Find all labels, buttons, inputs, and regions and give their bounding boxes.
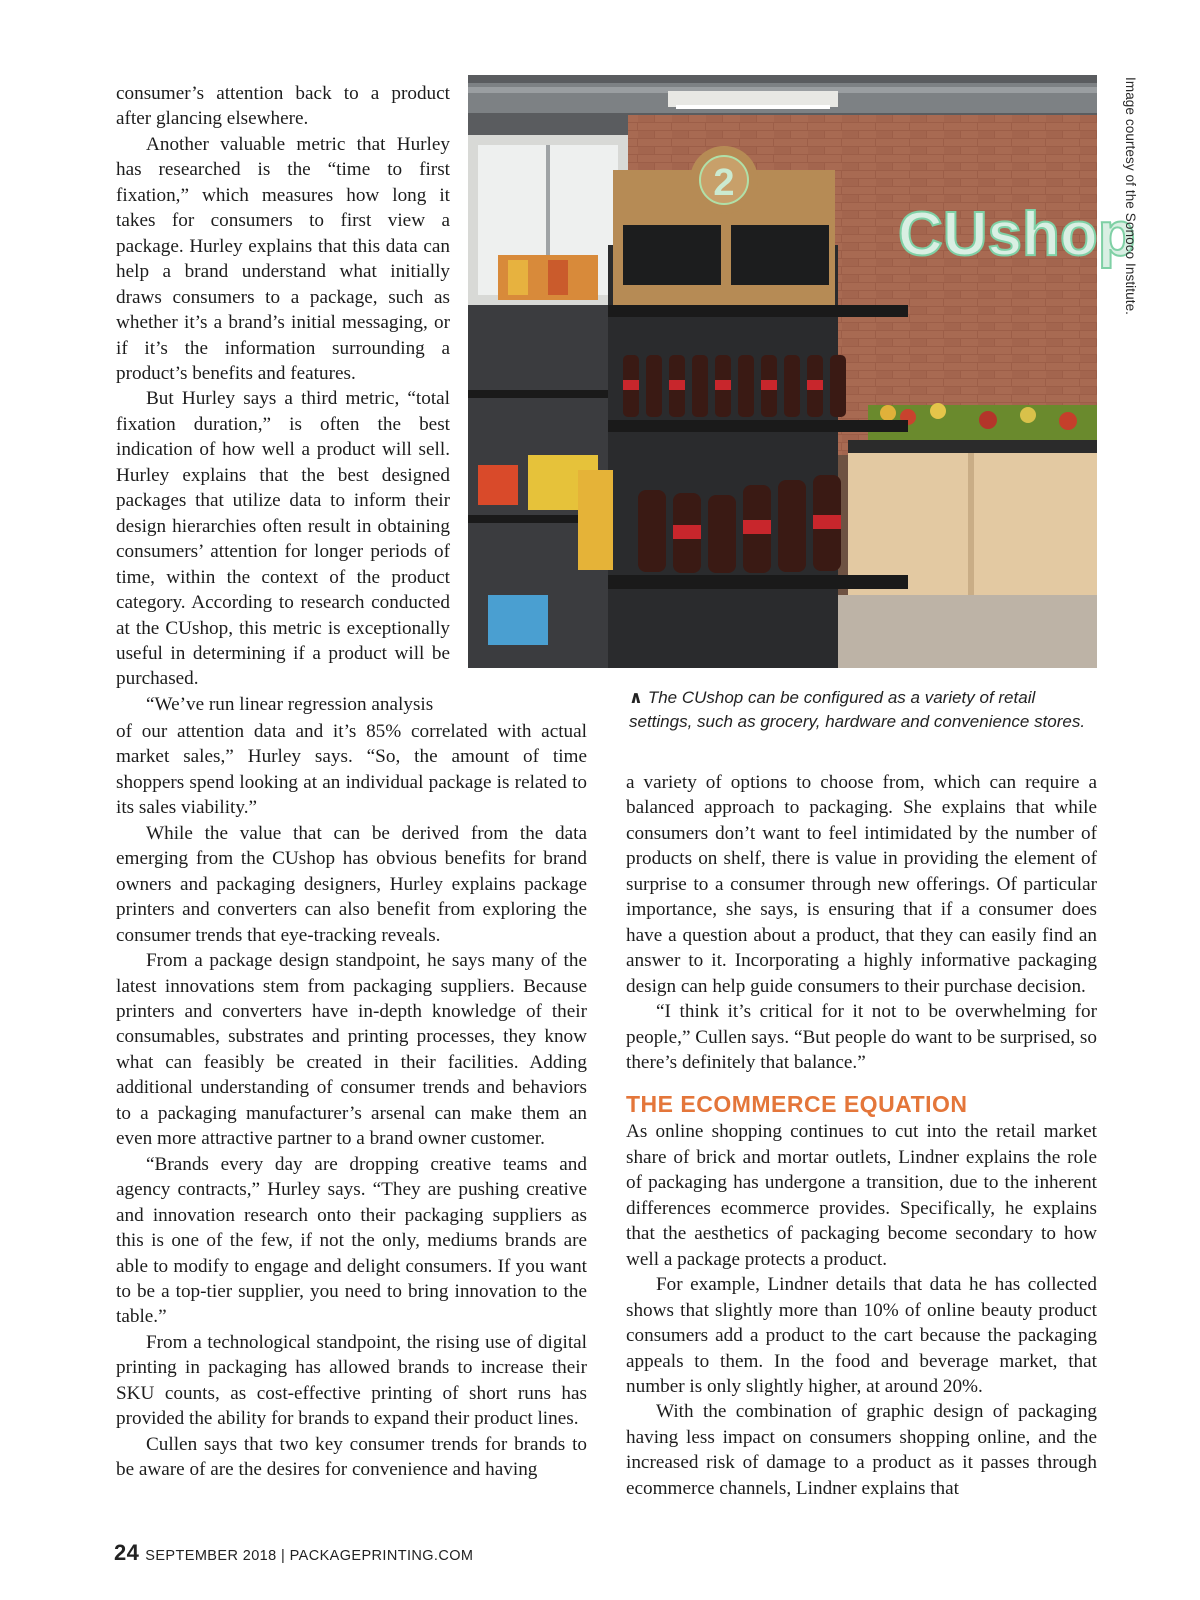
article-column-right [626, 770, 1097, 1501]
paragraph: From a package design standpoint, he says many of the latest innovations stem from packaging suppliers. Because printers and converters have in-depth knowledge of their consumables, substrates and printing processes, they know what can feasibly be created in their facilities. Adding additional understanding of consumer trends and behaviors to a packaging manufacturer’s arsenal can make them an even more attractive partner to a brand owner customer. [116, 950, 587, 1150]
paragraph: As online shopping continues to cut into the retail market share of brick and mortar outlets, Lindner explains the role of packaging has undergone a transition, due to the inherent differences ecommerce provides. Specifically, he explains that the aesthetics of packaging become secondary to how well a package protects a product. [626, 1121, 1097, 1270]
caption-arrow-icon: ∧ [629, 688, 643, 707]
page-number: 24 [114, 1540, 140, 1565]
paragraph: Another valuable metric that Hurley has researched is the “time to first fixation,” which measures how long it takes for consumers to first view a package. Hurley explains that this data can help a brand understand what initially draws consumers to a package, such as whether it’s a brand’s initial messaging, or if it’s the information surrounding a product’s benefits and features. [116, 133, 450, 384]
paragraph: But Hurley says a third metric, “total fixation duration,” is often the best indication of how well a product will sell. Hurley explains that the best designed packages that utilize data to inform their design hierarchies often result in obtaining consumers’ attention for longer periods of time, within the context of the product category. According to research conducted at the CUshop, this metric is exceptionally useful in determining if a product will be purchased. [116, 388, 450, 690]
section-heading: THE ECOMMERCE EQUATION [626, 1091, 968, 1118]
article-column-left-upper [116, 81, 450, 717]
paragraph: consumer’s attention back to a product after glancing elsewhere. [116, 83, 450, 130]
paragraph: From a technological standpoint, the rising use of digital printing in packaging has allowed brands to increase their SKU counts, as cost-effective printing of short runs has provided the ability for brands to expand their product lines. [116, 1331, 587, 1430]
paragraph: of our attention data and it’s 85% correlated with actual market sales,” Hurley says. “So, the amount of time shoppers spend looking at an individual package is related to its sales viability.” [116, 721, 587, 819]
paragraph: “I think it’s critical for it not to be overwhelming for people,” Cullen says. “But people do want to be surprised, so there’s definitely that balance.” [626, 1001, 1097, 1073]
cushop-logo: CUshop [898, 200, 1136, 269]
aisle-number-sign: 2 [713, 162, 735, 204]
paragraph: Cullen says that two key consumer trends for brands to be aware of are the desires for convenience and having [116, 1433, 587, 1481]
paragraph: With the combination of graphic design of packaging having less impact on consumers shopping online, and the increased risk of damage to a product as it passes through ecommerce channels, Lindner explains that [626, 1401, 1097, 1499]
paragraph: “We’ve run linear regression analysis [146, 693, 434, 715]
article-column-left-lower [116, 719, 587, 1483]
paragraph: a variety of options to choose from, which can require a balanced approach to packaging. She explains that while consumers don’t want to feel intimidated by the number of products on shelf, there is value in providing the element of surprise to a consumer through new offerings. Of particular importance, she says, is ensuring that if a consumer does have a question about a product, that they can easily find an answer to it. Incorporating a highly informative packaging design can help guide consumers to their purchase decision. [626, 772, 1097, 997]
photo-caption [629, 686, 1089, 733]
photo-credit: Image courtesy of the Sonoco Institute. [1123, 77, 1138, 316]
paragraph: “Brands every day are dropping creative teams and agency contracts,” Hurley says. “They are pushing creative and innovation research onto their packaging suppliers as this is one of the few, if not the only, mediums brands are able to modify to engage and delight consumers. If you want to be a top-tier supplier, you need to bring innovation to the table.” [116, 1153, 587, 1328]
paragraph: For example, Lindner details that data he has collected shows that slightly more than 10% of online beauty product consumers add a product to the cart because the packaging appeals to them. In the food and beverage market, that number is only slightly higher, at around 20%. [626, 1274, 1097, 1397]
footer-text: SEPTEMBER 2018 | PACKAGEPRINTING.COM [145, 1548, 474, 1564]
paragraph: While the value that can be derived from the data emerging from the CUshop has obvious benefits for brand owners and packaging designers, Hurley explains package printers and converters can also benefit from exploring the consumer trends that eye-tracking reveals. [116, 822, 587, 946]
page-footer [114, 1540, 473, 1566]
caption-text: The CUshop can be configured as a variety of retail settings, such as grocery, hardware and convenience stores. [629, 688, 1086, 731]
